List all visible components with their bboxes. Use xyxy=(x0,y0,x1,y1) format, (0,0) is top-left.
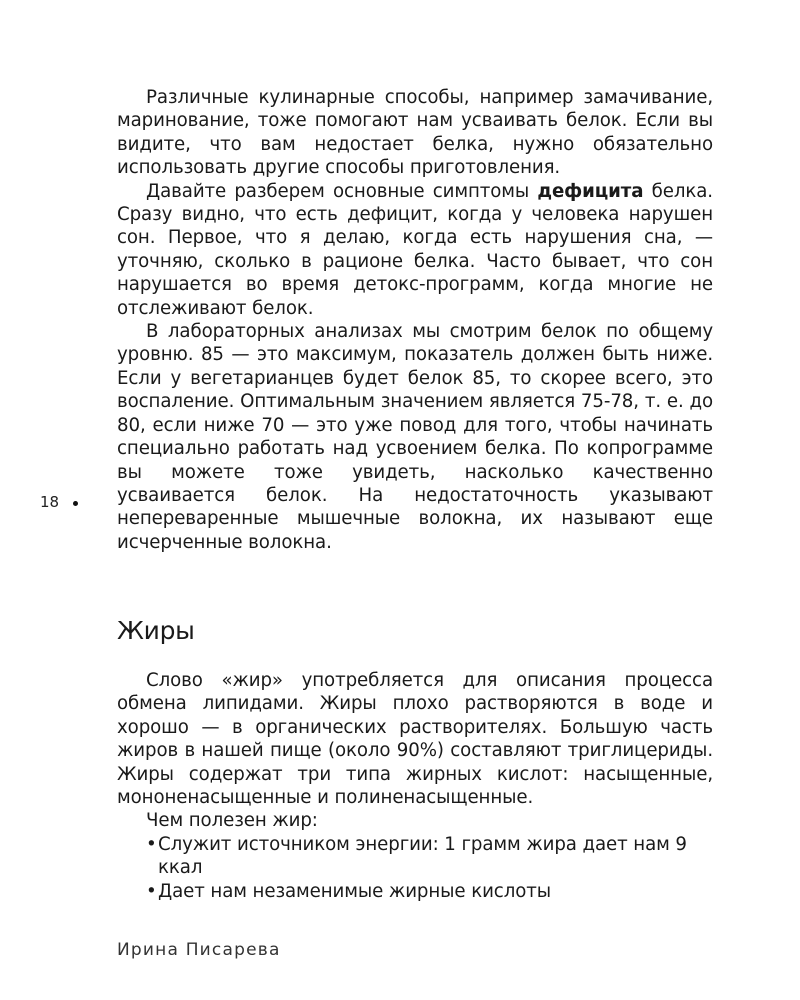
bullet-icon: • xyxy=(146,880,157,902)
page-number-dot-icon xyxy=(73,501,78,506)
paragraph-lab-analysis: В лабораторных анализах мы смотрим белок по общему уровню. 85 — это максимум, показатель должен быть ниже. Если у вегетарианцев будет белок 85, то скорее всего, это воспаление. Оптимальным значением является 75-78, т. е. до 80, если ниже 70 — это уже повод для того, чтобы начинать специально работать над усвоением белка. По копрограмме вы можете тоже увидеть, насколько качественно усваивается белок. На недостаточность указывают непереваренные мышечные волокна, их называют еще исчерченные волокна. xyxy=(117,321,713,553)
fat-benefits-list xyxy=(117,833,713,903)
page-number: 18 xyxy=(40,493,60,511)
deficit-text-end: белка. Сразу видно, что есть дефицит, когда у человека нарушен сон. Первое, что я делаю, когда есть нарушения сна, — уточняю, сколько в рационе белка. Часто бывает, что сон нарушается во время детокс-программ, когда многие не отслеживают белок. xyxy=(117,180,713,319)
list-item-text: Дает нам незаменимые жирные кислоты xyxy=(158,880,552,902)
paragraph-deficit-symptoms xyxy=(117,180,713,320)
author-name: Ирина Писарева xyxy=(117,940,281,960)
list-item xyxy=(117,880,713,903)
paragraph-fat-definition: Слово «жир» употребляется для описания процесса обмена липидами. Жиры плохо растворяются в воде и хорошо — в органических растворителях. Большую часть жиров в нашей пище (около 90%) составляют триглицериды. Жиры содержат три типа жирных кислот: насыщенные, мононенасыщенные и полиненасыщенные. xyxy=(117,670,713,809)
protein-section-text xyxy=(117,86,713,554)
list-item xyxy=(117,833,713,880)
section-heading-fats: Жиры xyxy=(117,616,195,645)
paragraph-cooking-methods: Различные кулинарные способы, например замачивание, маринование, тоже помогают нам усваивать белок. Если вы видите, что вам недостает белка, нужно обязательно использовать другие способы приготовления. xyxy=(117,87,713,179)
deficit-text-start: Давайте разберем основные симптомы xyxy=(146,180,538,202)
paragraph-fat-benefits-intro: Чем полезен жир: xyxy=(146,810,318,832)
deficit-emphasis: дефицита xyxy=(537,180,644,202)
bullet-icon: • xyxy=(146,833,157,855)
list-item-text: Служит источником энергии: 1 грамм жира дает нам 9 ккал xyxy=(158,833,687,879)
fats-section-text xyxy=(117,669,713,903)
